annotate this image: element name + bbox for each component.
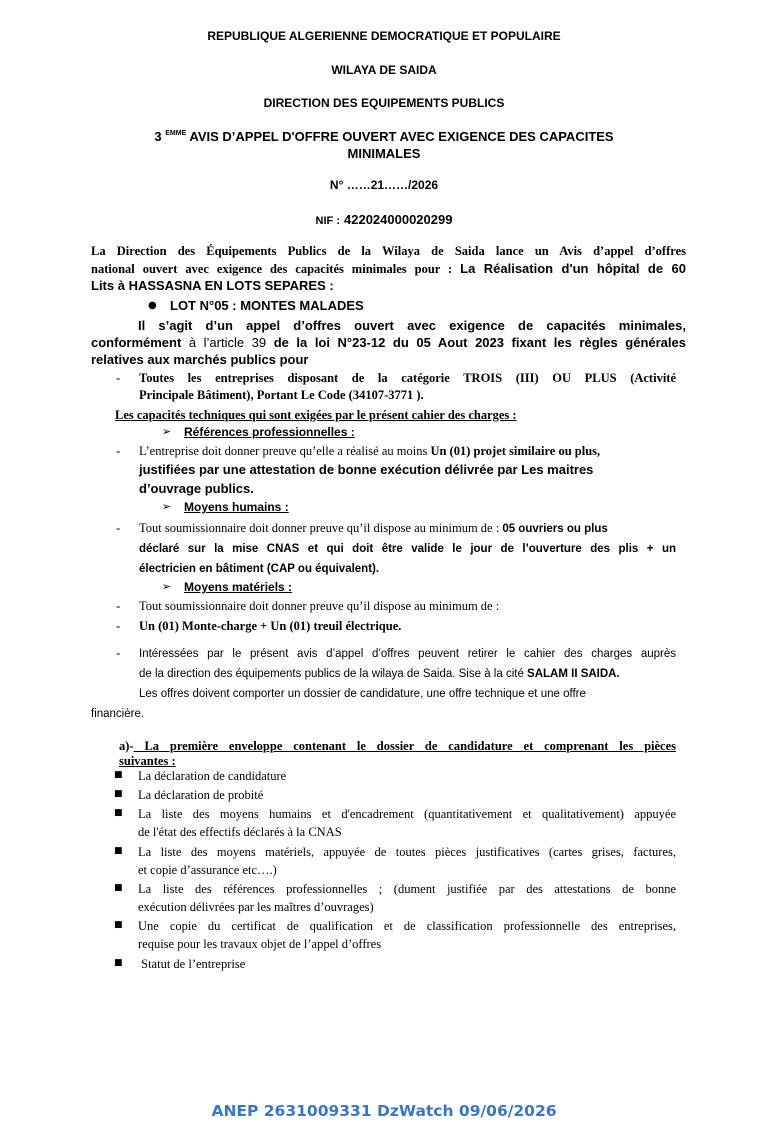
withdrawal-line4: financière. [91, 708, 145, 720]
envelope-item-cont: et copie d’assurance etc….) [138, 863, 277, 877]
material-title: Moyens matériels : [184, 580, 293, 594]
arrow-right-icon: ➢ [162, 425, 172, 438]
lot-label: LOT N°05 : MONTES MALADES [170, 298, 364, 313]
envelope-item: Statut de l’entreprise [138, 957, 246, 971]
human-line3: électricien en bâtiment (CAP ou équivalent). [139, 563, 380, 575]
envelope-item: La déclaration de probité [138, 788, 264, 802]
capacities-heading: Les capacités techniques qui sont exigées par le présent cahier des charges : [115, 408, 517, 422]
intro-p2-line3: relatives aux marchés publics pour [91, 352, 309, 367]
nif-line [0, 211, 768, 229]
square-bullet-icon: ■ [114, 883, 123, 893]
withdrawal-line3: Les offres doivent comporter un dossier de candidature, une offre technique et une offre [139, 688, 586, 700]
intro-line1: La Direction des Équipements Publics de la Wilaya de Saida lance un Avis d’appel d’offres [91, 244, 686, 258]
envelope-item: La liste des moyens matériels, appuyée de toutes pièces justificatives (cartes grises, factures, [138, 845, 676, 859]
nif-value: 422024000020299 [344, 212, 453, 227]
envelope-heading-line2: suivantes : [119, 754, 176, 768]
envelope-item: La liste des références professionnelles ; (dument justifiée par des attestations de bonne [138, 882, 676, 896]
references-line3: d’ouvrage publics. [139, 481, 254, 496]
header-direction: DIRECTION DES EQUIPEMENTS PUBLICS [263, 96, 505, 110]
references-line1: L’entreprise doit donner preuve qu’elle a réalisé au moins Un (01) projet similaire ou plus, [139, 444, 601, 458]
eligibility-line2: Principale Bâtiment), Portant Le Code (34107-3771 ). [139, 388, 424, 402]
envelope-item: La déclaration de candidature [138, 769, 287, 783]
arrow-right-icon: ➢ [162, 500, 172, 513]
material-line1: Tout soumissionnaire doit donner preuve qu’il dispose au minimum de : [139, 599, 500, 613]
envelope-item: Une copie du certificat de qualification et de classification professionnelle des entreprises, [138, 919, 676, 933]
square-bullet-icon: ■ [114, 846, 123, 856]
intro-p2-line1: Il s’agit d’un appel d’offres ouvert avec exigence de capacités minimales, [138, 318, 686, 333]
intro-line2: national ouvert avec exigence des capacités minimales pour : La Réalisation d'un hôpital de 60 [91, 261, 686, 276]
dash-bullet: - [116, 443, 121, 458]
square-bullet-icon: ■ [114, 808, 123, 818]
dash-bullet: - [116, 370, 121, 385]
notice-title-line1 [0, 124, 768, 146]
title-superscript: EMME [165, 130, 187, 137]
envelope-item-cont: de l'état des effectifs déclarés à la CNAS [138, 825, 342, 839]
arrow-right-icon: ➢ [162, 580, 172, 593]
title-number: 3 [154, 129, 162, 144]
notice-title-line2: MINIMALES [347, 146, 421, 161]
withdrawal-line2: de la direction des équipements publics de la wilaya de Saida. Sise à la cité SALAM II SAIDA. [139, 668, 620, 680]
human-line1: Tout soumissionnaire doit donner preuve qu’il dispose au minimum de : 05 ouvriers ou plus [139, 521, 608, 535]
square-bullet-icon: ■ [114, 770, 123, 780]
header-wilaya: WILAYA DE SAIDA [331, 63, 437, 77]
envelope-heading-line1: a)- La première enveloppe contenant le dossier de candidature et comprenant les pièces [119, 739, 676, 753]
nif-label: NIF : [315, 215, 340, 227]
intro-line3: Lits à HASSASNA EN LOTS SEPARES : [91, 278, 334, 293]
title-text: AVIS D’APPEL D'OFFRE OUVERT AVEC EXIGENCE DES CAPACITES [189, 129, 614, 144]
human-title: Moyens humains : [184, 500, 289, 514]
material-line2: Un (01) Monte-charge + Un (01) treuil électrique. [139, 619, 402, 633]
dash-bullet: - [116, 520, 121, 535]
dash-bullet: - [116, 618, 121, 633]
human-line2: déclaré sur la mise CNAS et qui doit être valide le jour de l’ouverture des plis + un [139, 543, 676, 555]
square-bullet-icon: ■ [114, 789, 123, 799]
dash-bullet: - [116, 598, 121, 613]
envelope-item-cont: requise pour les travaux objet de l’appel d’offres [138, 937, 382, 951]
header-republic: REPUBLIQUE ALGERIENNE DEMOCRATIQUE ET POPULAIRE [207, 29, 561, 43]
eligibility-line1: Toutes les entreprises disposant de la catégorie TROIS (III) OU PLUS (Activité [139, 371, 676, 385]
intro-p2-line2: conformément à l’article 39 de la loi N°23-12 du 05 Aout 2023 fixant les règles générales [91, 335, 686, 350]
envelope-item: La liste des moyens humains et d'encadrement (quantitativement et qualitativement) appuyée [138, 807, 676, 821]
bullet-dot-icon: ● [148, 300, 157, 311]
withdrawal-line1-text: Intéressées par le présent avis d’appel d’offres peuvent retirer le cahier des charges auprès [139, 648, 676, 660]
references-line2: justifiées par une attestation de bonne exécution délivrée par Les maitres [139, 462, 594, 477]
square-bullet-icon: ■ [114, 958, 123, 968]
square-bullet-icon: ■ [114, 920, 123, 930]
notice-number: N° ……21……/2026 [329, 178, 439, 192]
footer-reference: ANEP 2631009331 DzWatch 09/06/2026 [211, 1102, 557, 1120]
envelope-item-cont: exécution délivrées par les maîtres d’ouvrages) [138, 900, 374, 914]
references-title: Références professionnelles : [184, 425, 355, 439]
dash-bullet: - [116, 645, 121, 660]
